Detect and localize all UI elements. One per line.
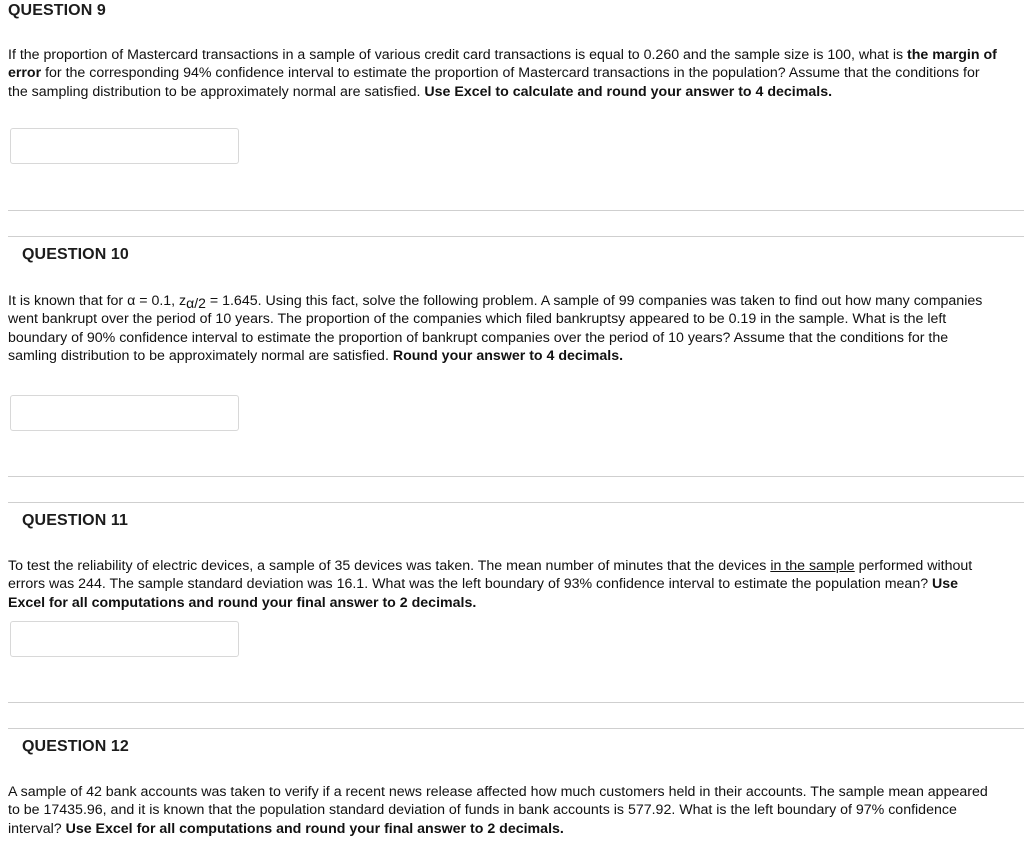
question-11-text <box>8 557 998 612</box>
question-10-divider <box>8 476 1024 477</box>
question-9-title: QUESTION 9 <box>8 2 106 19</box>
question-12-text <box>8 783 998 838</box>
question-10-answer-input[interactable] <box>10 395 239 431</box>
question-text-segment: = 1.645. Using this fact, solve the following problem. A sample of 99 companies was taken to find out how many companies went bankrupt over the period of 10 years. The proportion of the companies which filed bankruptsy appeared to be 0.19 in the sample. What is the left boundary of 90% confidence interval to estimate the proportion of bankrupt companies over the period of 10 years? Assume that the conditions for the samling distribution to be approximately normal are satisfied. <box>8 293 983 365</box>
subscript-text: α/2 <box>186 295 206 311</box>
question-9-answer-input[interactable] <box>10 128 239 164</box>
question-text-segment: A sample of 42 bank accounts was taken to verify if a recent news release affected how much customers held in their accounts. The sample mean appeared to be 17435.96, and it is known that the population standard deviation of funds in bank accounts is 577.92. What is the left boundary of 97% confidence interval? <box>8 784 988 837</box>
question-10-title: QUESTION 10 <box>22 246 129 263</box>
question-12-top-divider <box>8 728 1024 729</box>
question-text-segment: It is known that for α = 0.1, z <box>8 293 187 309</box>
instruction-emphasis: Use Excel to calculate and round your answer to 4 decimals. <box>424 83 833 100</box>
question-11-divider <box>8 702 1024 703</box>
question-10-top-divider <box>8 236 1024 237</box>
instruction-emphasis: Round your answer to 4 decimals. <box>392 348 624 365</box>
question-text-segment: for the corresponding 94% confidence interval to estimate the proportion of Mastercard transactions in the population? Assume that the conditions for the sampling distribution to be approximately normal are satisfied. <box>8 65 980 100</box>
question-11-answer-input[interactable] <box>10 621 239 657</box>
underlined-phrase: in the sample <box>770 558 855 574</box>
question-9-divider <box>8 210 1024 211</box>
instruction-emphasis: Use Excel for all computations and round your final answer to 2 decimals. <box>8 576 959 611</box>
instruction-emphasis: the margin of error <box>8 47 997 82</box>
question-11-top-divider <box>8 502 1024 503</box>
question-text-segment: If the proportion of Mastercard transactions in a sample of various credit card transactions is equal to 0.260 and the sample size is 100, what is <box>8 47 908 63</box>
question-10-text <box>8 291 998 366</box>
question-9-text <box>8 46 998 101</box>
question-text-segment: To test the reliability of electric devices, a sample of 35 devices was taken. The mean number of minutes that the devices <box>8 558 771 574</box>
question-text-segment: performed without errors was 244. The sample standard deviation was 16.1. What was the left boundary of 93% confidence interval to estimate the population mean? <box>8 558 973 593</box>
question-12-title: QUESTION 12 <box>22 738 129 755</box>
instruction-emphasis: Use Excel for all computations and round your final answer to 2 decimals. <box>65 820 564 837</box>
question-11-title: QUESTION 11 <box>22 512 129 529</box>
